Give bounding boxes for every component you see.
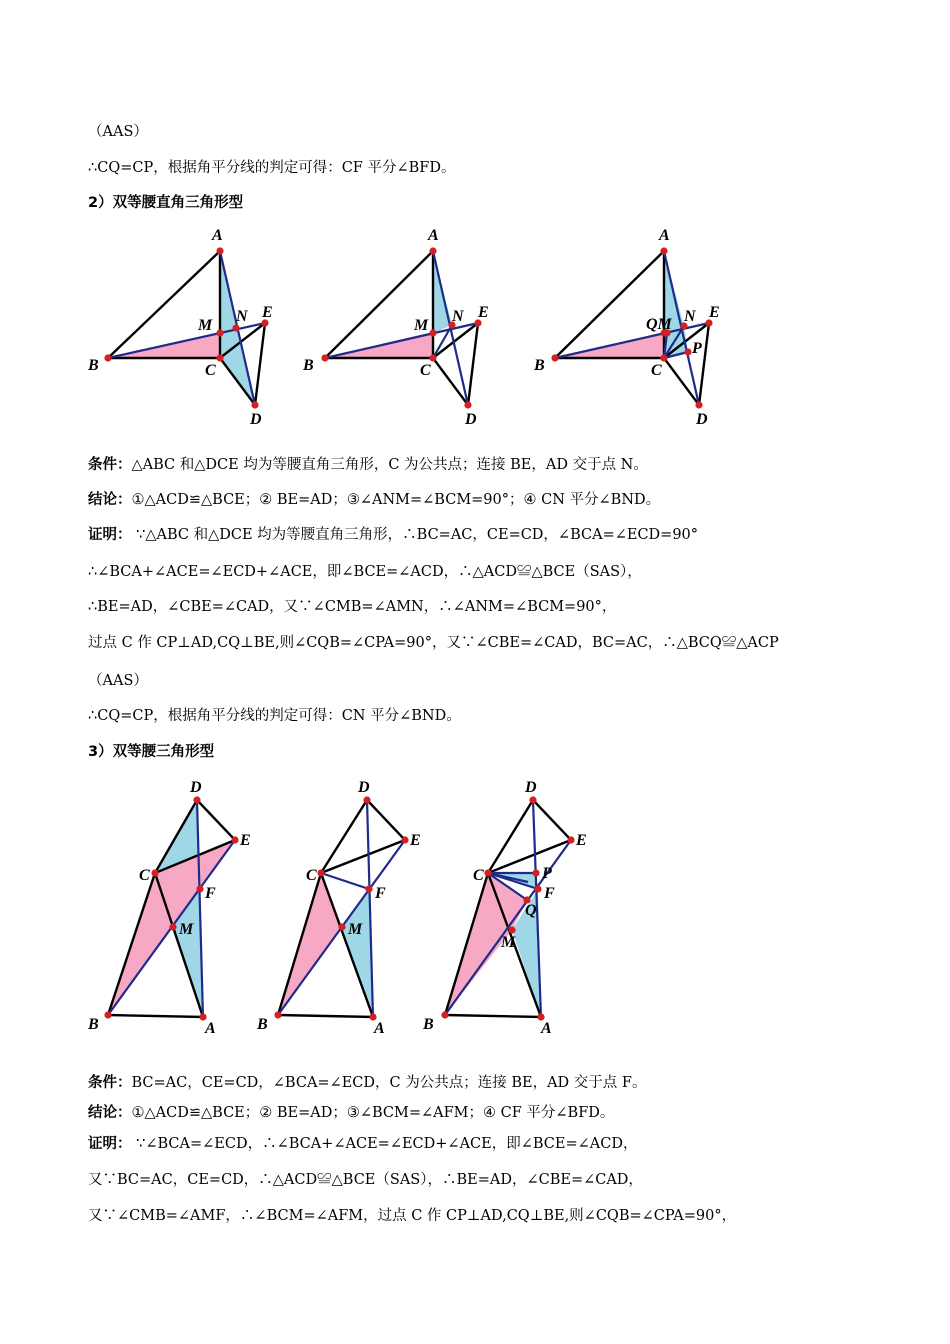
condition-line: 条件：BC=AC，CE=CD，∠BCA=∠ECD，C 为公共点；连接 BE，AD 交于点 F。 <box>88 1075 647 1091</box>
point-label: F <box>544 885 555 902</box>
text-line: ∴∠BCA+∠ACE=∠ECD+∠ACE，即∠BCE=∠ACD，∴△ACD≌△BCE（SAS）， <box>88 564 642 580</box>
text-line: ∴BE=AD，∠CBE=∠CAD，又∵∠CMB=∠AMN，∴∠ANM=∠BCM=90°， <box>88 599 617 615</box>
point-label: M <box>348 921 363 938</box>
point-label: F <box>375 885 386 902</box>
point-label: D <box>696 411 708 428</box>
point-label: QM <box>646 316 672 333</box>
point-label: A <box>428 227 439 244</box>
section-title: 3）双等腰三角形型 <box>88 744 215 760</box>
figure-3-2 <box>255 770 435 1040</box>
point-label: Q <box>525 902 537 919</box>
point-label: M <box>198 317 213 334</box>
point-label: C <box>420 362 431 379</box>
text-line: （AAS） <box>88 124 148 140</box>
section-title: 2）双等腰直角三角形型 <box>88 195 244 211</box>
conclusion-line: 结论：①△ACD≌△BCE；② BE=AD；③∠ANM=∠BCM=90°；④ CN 平分∠BND。 <box>88 492 661 508</box>
point-label: N <box>236 308 248 325</box>
point-label: P <box>692 340 702 357</box>
point-label: D <box>465 411 477 428</box>
text-line: 过点 C 作 CP⊥AD,CQ⊥BE,则∠CQB=∠CPA=90°，又∵∠CBE=∠CAD，BC=AC，∴△BCQ≌△ACP <box>88 635 779 651</box>
point-label: E <box>410 832 421 849</box>
point-label: B <box>423 1016 434 1033</box>
point-label: B <box>303 357 314 374</box>
point-label: A <box>659 227 670 244</box>
point-label: C <box>306 867 317 884</box>
point-label: C <box>205 362 216 379</box>
point-label: B <box>257 1016 268 1033</box>
text-line: ∴CQ=CP，根据角平分线的判定可得：CN 平分∠BND。 <box>88 708 461 724</box>
figure-3-3 <box>420 770 600 1040</box>
text-line: 又∵BC=AC，CE=CD，∴△ACD≌△BCE（SAS），∴BE=AD，∠CBE=∠CAD， <box>88 1172 643 1188</box>
point-label: D <box>358 779 370 796</box>
figure-2-1 <box>80 220 290 430</box>
point-label: B <box>534 357 545 374</box>
text-line: 又∵∠CMB=∠AMF，∴∠BCM=∠AFM，过点 C 作 CP⊥AD,CQ⊥BE,则∠CQB=∠CPA=90°， <box>88 1208 737 1224</box>
point-label: E <box>240 832 251 849</box>
point-label: E <box>478 304 489 321</box>
text-line: （AAS） <box>88 673 148 689</box>
text-line: ∴CQ=CP，根据角平分线的判定可得：CF 平分∠BFD。 <box>88 160 456 176</box>
point-label: N <box>684 308 696 325</box>
point-label: M <box>414 317 429 334</box>
point-label: D <box>525 779 537 796</box>
point-label: B <box>88 1016 99 1033</box>
point-label: E <box>576 832 587 849</box>
proof-line: 证明： ∵∠BCA=∠ECD，∴∠BCA+∠ACE=∠ECD+∠ACE，即∠BCE=∠ACD， <box>88 1136 638 1152</box>
point-label: A <box>374 1020 385 1037</box>
point-label: F <box>205 885 216 902</box>
point-label: E <box>262 304 273 321</box>
point-label: M <box>501 934 516 951</box>
point-label: M <box>179 921 194 938</box>
point-label: D <box>250 411 262 428</box>
figure-3-1 <box>80 770 270 1040</box>
figure-2-2 <box>300 220 510 430</box>
conclusion-line: 结论：①△ACD≌△BCE；② BE=AD；③∠BCM=∠AFM；④ CF 平分∠BFD。 <box>88 1105 615 1121</box>
point-label: N <box>452 308 464 325</box>
point-label: A <box>205 1020 216 1037</box>
point-label: C <box>651 362 662 379</box>
point-label: P <box>542 865 552 882</box>
point-label: A <box>212 227 223 244</box>
proof-line: 证明： ∵△ABC 和△DCE 均为等腰直角三角形，∴BC=AC，CE=CD，∠BCA=∠ECD=90° <box>88 527 699 543</box>
point-label: A <box>541 1020 552 1037</box>
figure-2-3 <box>530 220 730 430</box>
point-label: E <box>709 304 720 321</box>
point-label: C <box>473 867 484 884</box>
point-label: B <box>88 357 99 374</box>
point-label: D <box>190 779 202 796</box>
condition-line: 条件：△ABC 和△DCE 均为等腰直角三角形，C 为公共点；连接 BE，AD 交于点 N。 <box>88 457 648 473</box>
point-label: C <box>139 867 150 884</box>
